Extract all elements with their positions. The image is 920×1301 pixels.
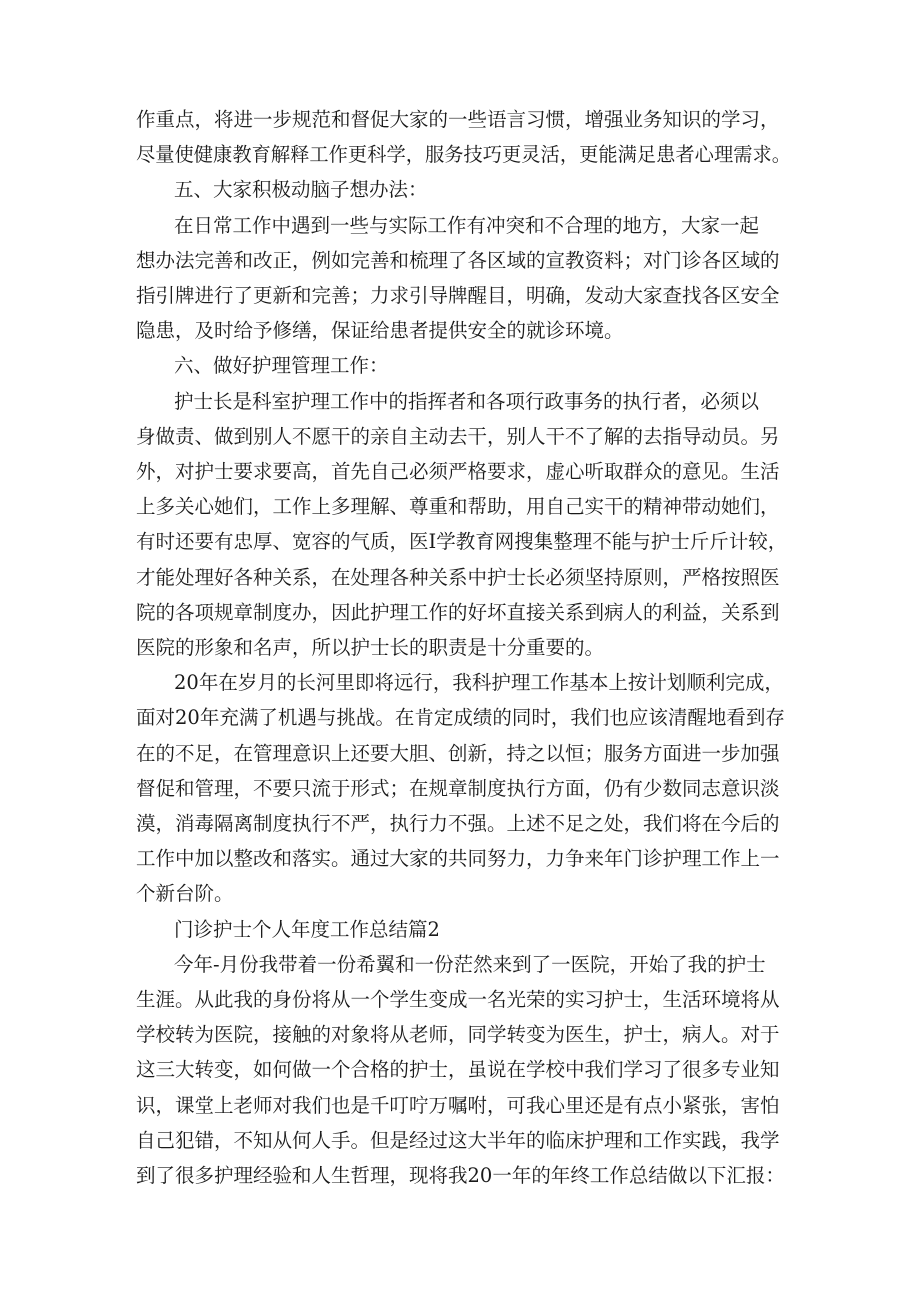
text-line: 今年-月份我带着一份希翼和一份茫然来到了一医院，开始了我的护士	[174, 952, 766, 976]
text-line: 身做责、做到别人不愿干的亲自主动去干，别人干不了解的去指导动员。另	[136, 424, 780, 448]
text-line: 尽量使健康教育解释工作更科学，服务技巧更灵活，更能满足患者心理需求。	[136, 143, 792, 167]
text-line: 外，对护士要求要高，首先自己必须严格要求，虚心听取群众的意见。生活	[136, 460, 780, 483]
text-line: 生涯。从此我的身份将从一个学生变成一名光荣的实习护士，生活环境将从	[136, 988, 780, 1011]
text-line: 在日常工作中遇到一些与实际工作有冲突和不合理的地方，大家一起	[174, 213, 760, 237]
text-line: 门诊护士个人年度工作总结篇2	[174, 917, 440, 941]
text-line: 督促和管理，不要只流于形式；在规章制度执行方面，仍有少数同志意识淡	[136, 776, 780, 800]
text-line: 五、大家积极动脑子想办法：	[174, 178, 428, 202]
text-line: 院的各项规章制度办，因此护理工作的好坏直接关系到病人的利益，关系到	[136, 600, 780, 624]
text-line: 六、做好护理管理工作：	[174, 354, 389, 378]
text-line: 在的不足，在管理意识上还要大胆、创新，持之以恒；服务方面进一步加强	[136, 741, 780, 765]
text-line: 面对20年充满了机遇与挑战。在肯定成绩的同时，我们也应该清醒地看到存	[136, 706, 785, 730]
text-line: 到了很多护理经验和人生哲理，现将我20一年的年终工作总结做以下汇报：	[136, 1164, 785, 1187]
text-line: 隐患，及时给予修缮，保证给患者提供安全的就诊环境。	[136, 319, 624, 343]
text-line: 上多关心她们，工作上多理解、尊重和帮助，用自己实干的精神带动她们，	[136, 495, 780, 519]
text-line: 作重点，将进一步规范和督促大家的一些语言习惯，增强业务知识的学习，	[136, 108, 780, 131]
text-line: 漠，消毒隔离制度执行不严，执行力不强。上述不足之处，我们将在今后的	[136, 812, 780, 835]
text-line: 有时还要有忠厚、宽容的气质，医I学教育网搜集整理不能与护士斤斤计较，	[136, 530, 788, 554]
text-line: 个新台阶。	[136, 882, 234, 906]
text-line: 20年在岁月的长河里即将远行，我科护理工作基本上按计划顺利完成，	[174, 671, 784, 695]
text-line: 指引牌进行了更新和完善；力求引导牌醒目，明确，发动大家查找各区安全	[136, 284, 780, 307]
text-line: 想办法完善和改正，例如完善和梳理了各区域的宣教资料；对门诊各区域的	[136, 248, 780, 272]
text-line: 自己犯错，不知从何人手。但是经过这大半年的临床护理和工作实践，我学	[136, 1128, 780, 1152]
text-line: 护士长是科室护理工作中的指挥者和各项行政事务的执行者，必须以	[174, 389, 760, 413]
text-line: 才能处理好各种关系，在处理各种关系中护士长必须坚持原则，严格按照医	[136, 565, 780, 589]
text-line: 这三大转变，如何做一个合格的护士，虽说在学校中我们学习了很多专业知	[136, 1058, 780, 1082]
text-line: 医院的形象和名声，所以护士长的职责是十分重要的。	[136, 636, 605, 659]
text-line: 学校转为医院，接触的对象将从老师，同学转变为医生，护士，病人。对于	[136, 1023, 780, 1047]
text-line: 识，课堂上老师对我们也是千叮咛万嘱咐，可我心里还是有点小紧张，害怕	[136, 1093, 780, 1117]
text-line: 工作中加以整改和落实。通过大家的共同努力，力争来年门诊护理工作上一	[136, 847, 780, 871]
